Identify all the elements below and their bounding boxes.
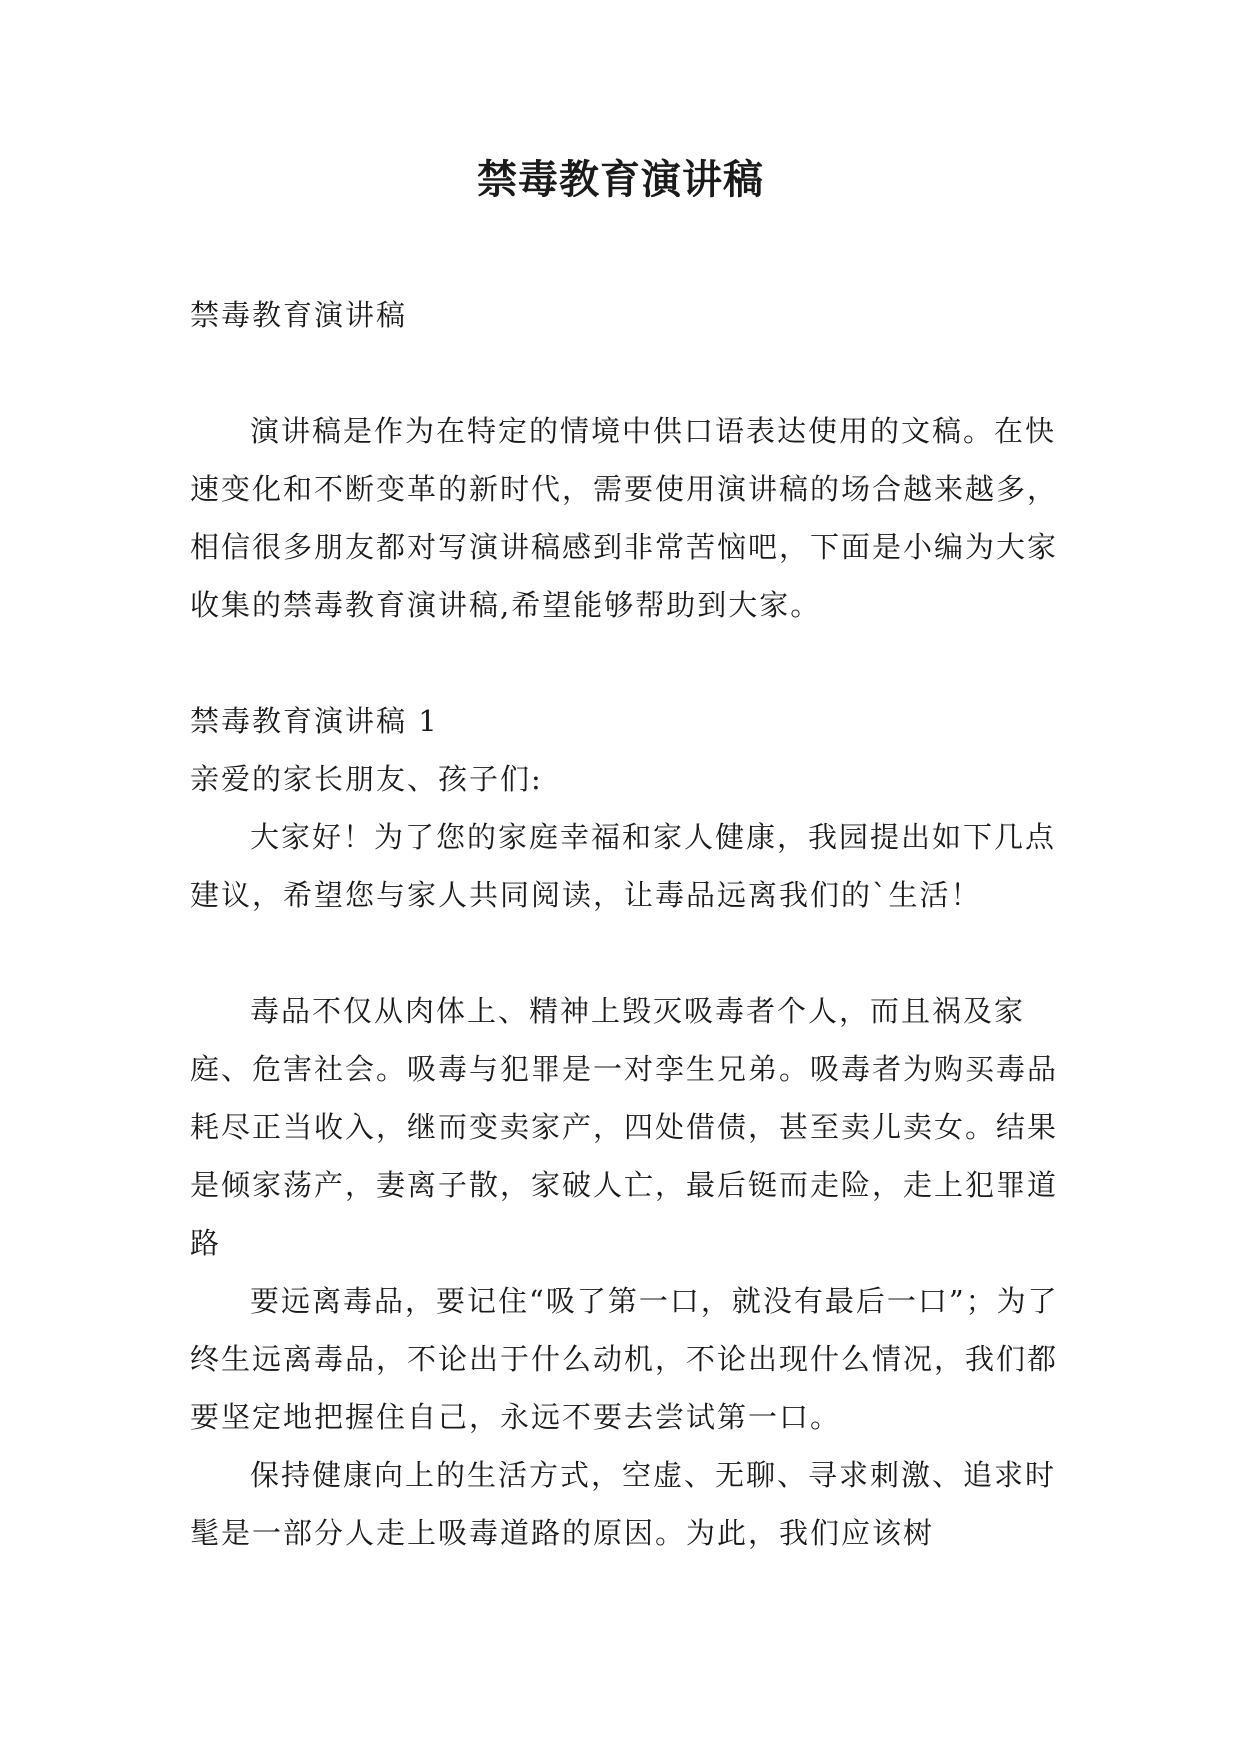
- salutation: 亲爱的家长朋友、孩子们:: [190, 762, 543, 796]
- body-paragraph-2: 毒品不仅从肉体上、精神上毁灭吸毒者个人，而且祸及家庭、危害社会。吸毒与犯罪是一对孪生兄弟。吸毒者为购买毒品耗尽正当收入，继而变卖家产，四处借债，甚至卖儿卖女。结果是倾家荡产，妻离子散，家破人亡，最后铤而走险，走上犯罪道路: [190, 994, 1059, 1260]
- body-paragraph-4: 保持健康向上的生活方式，空虚、无聊、寻求刺激、追求时髦是一部分人走上吸毒道路的原因。为此，我们应该树: [190, 1458, 1057, 1550]
- document-subtitle: 禁毒教育演讲稿: [190, 298, 408, 332]
- document-title: 禁毒教育演讲稿: [477, 157, 764, 203]
- intro-paragraph: 演讲稿是作为在特定的情境中供口语表达使用的文稿。在快速变化和不断变革的新时代，需要使用演讲稿的场合越来越多，相信很多朋友都对写演讲稿感到非常苦恼吧，下面是小编为大家收集的禁毒教育演讲稿,希望能够帮助到大家。: [190, 414, 1059, 622]
- body-paragraph-1: 大家好！为了您的家庭幸福和家人健康，我园提出如下几点建议，希望您与家人共同阅读，让毒品远离我们的`生活！: [190, 820, 1057, 912]
- section-heading: 禁毒教育演讲稿 1: [190, 704, 439, 738]
- body-paragraph-3: 要远离毒品，要记住“吸了第一口，就没有最后一口”；为了终生远离毒品，不论出于什么动机，不论出现什么情况，我们都要坚定地把握住自己，永远不要去尝试第一口。: [190, 1284, 1059, 1434]
